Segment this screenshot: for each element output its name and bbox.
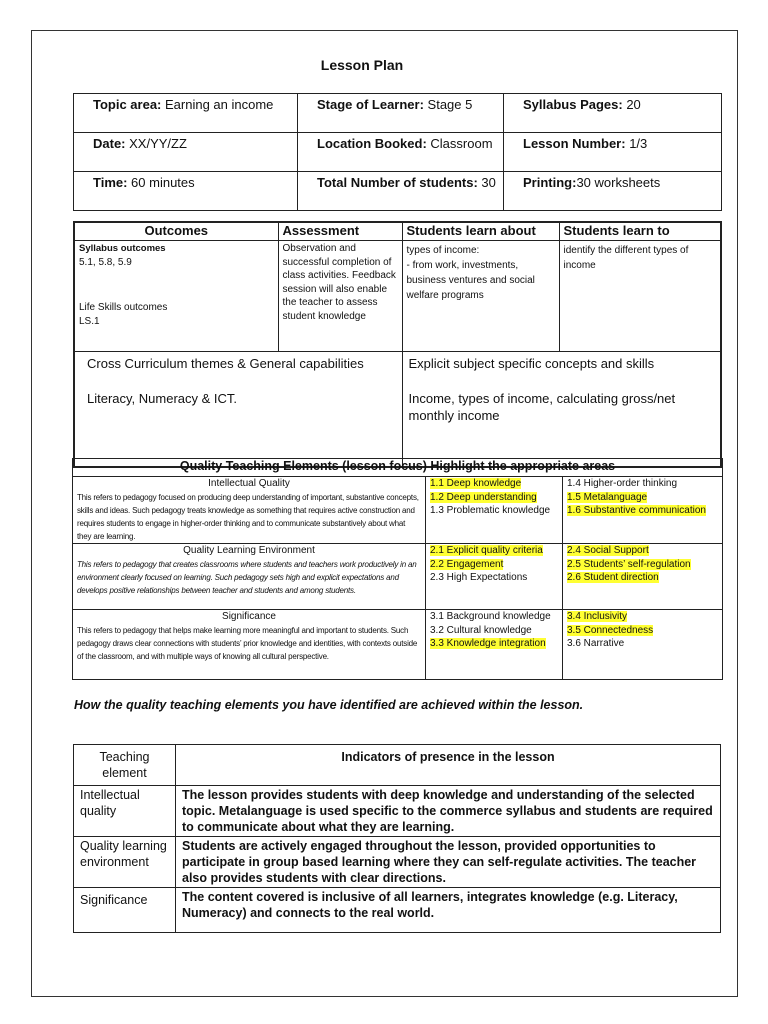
cross-curriculum-value: Literacy, Numeracy & ICT. [87,391,238,406]
quality-teaching-table [72,458,723,680]
qte-element [430,571,558,585]
qte-element [567,571,718,585]
indicator-row [74,786,721,837]
indicator-cell: Students are actively engaged throughout the lesson, provided opportunities to participate in group based learning where they can self-regulate activities. The teacher also provides students with clear directions. [176,837,721,888]
qte-element [430,491,558,505]
life-skills-label: Life Skills outcomes [79,302,168,313]
qte-element-label: 2.1 Explicit quality criteria [430,545,543,557]
syllabus-outcomes-label: Syllabus outcomes [79,243,166,254]
qte-element [430,558,558,572]
assessment-cell: Observation and successful completion of class activities. Feedback session will also enable the teacher to assess student knowledge [278,241,402,352]
info-row [74,94,722,133]
info-cell [74,172,298,211]
info-row [74,172,722,211]
qte-element-label: 3.6 Narrative [567,638,625,650]
qte-element [430,477,558,491]
qte-element [567,544,718,558]
qte-dimension-description: This refers to pedagogy that creates classrooms where students and teachers work productively in an environment clearly focused on learning. Such pedagogy sets high and explicit expectations and develops positive relationships between teacher and students and among students. [77,559,417,596]
qte-element-label: 1.3 Problematic knowledge [430,505,551,516]
page-title: Lesson Plan [320,57,404,73]
info-cell [504,133,722,172]
header-learn-to: Students learn to [559,222,721,241]
qte-element-label: 3.1 Background knowledge [430,611,551,623]
explicit-concepts-value: Income, types of income, calculating gross/net monthly income [408,391,676,423]
qte-element [567,637,718,651]
indicators-table [73,744,721,933]
info-value: 60 minutes [127,175,195,190]
qte-element-label: 3.4 Inclusivity [567,611,628,623]
teaching-element-cell: Intellectual quality [74,786,176,837]
life-skills-values: LS.1 [79,315,100,327]
explicit-concepts-title: Explicit subject specific concepts and skills [408,356,655,371]
info-value: 30 [477,175,496,190]
info-label: Total Number of students: [317,175,478,190]
outcomes-header-row [74,222,721,241]
qte-elements-cell [426,610,563,680]
teaching-element-cell: Significance [74,888,176,933]
qte-description-cell [73,610,426,680]
info-label: Syllabus Pages: [523,97,623,112]
cross-curriculum-title: Cross Curriculum themes & General capabilities [87,356,364,371]
question-heading: How the quality teaching elements you have identified are achieved within the lesson. [74,698,584,712]
qte-element [430,624,558,638]
qte-element-label: 3.3 Knowledge integration [430,638,546,650]
info-cell [74,133,298,172]
qte-dimension-title: Quality Learning Environment [183,545,315,557]
qte-element-label: 1.5 Metalanguage [567,491,648,503]
qte-dimension-description: This refers to pedagogy that helps make learning more meaningful and important to students. Such pedagogy draws clear connections with students’ prior knowledge and identities, with contexts outside of the classroom, and with multiple ways of knowing all cultural perspective. [77,625,418,662]
qte-element-label: 2.3 High Expectations [430,572,528,584]
qte-element [567,504,718,518]
qte-element [430,544,558,558]
header-outcomes: Outcomes [74,222,278,241]
qte-element-label: 3.5 Connectedness [567,624,654,636]
outcomes-cell [74,241,278,352]
info-value: Stage 5 [423,97,473,112]
info-cell [504,172,722,211]
syllabus-outcomes-values: 5.1, 5.8, 5.9 [79,256,132,268]
info-label: Location Booked: [317,136,427,151]
qte-dimension-title: Significance [222,611,276,623]
header-indicators: Indicators of presence in the lesson [176,745,721,786]
qte-dimension-description: This refers to pedagogy focused on producing deep understanding of important, substantive concepts, skills and ideas. Such pedagogy treats knowledge as something that requires active construction and requires students to engage in higher-order thinking and to communicate substantively about what they are learning. [77,492,419,542]
info-value: Earning an income [161,97,274,112]
qte-elements-cell [426,544,563,610]
info-label: Lesson Number: [523,136,626,151]
qte-element [567,558,718,572]
indicator-cell: The content covered is inclusive of all learners, integrates knowledge (e.g. Literacy, Numeracy) and connects to the real world. [176,888,721,933]
qte-element-label: 1.4 Higher-order thinking [567,478,678,489]
info-cell [504,94,722,133]
info-value: 30 worksheets [576,175,661,190]
lesson-info-table [73,93,722,211]
qte-element [567,610,718,624]
learn-about-line: types of income: [406,245,480,256]
indicator-cell: The lesson provides students with deep knowledge and understanding of the selected topic. Metalanguage is used specific to the commerce syllabus and students are required to communicate about what they are learning. [176,786,721,837]
info-label: Stage of Learner: [317,97,424,112]
qte-element-label: 2.2 Engagement [430,558,504,570]
info-label: Printing: [523,175,577,190]
qte-element-label: 3.2 Cultural knowledge [430,624,532,636]
info-cell [298,172,504,211]
info-label: Time: [93,175,128,190]
info-row [74,133,722,172]
qte-element-label: 1.6 Substantive communication [567,505,706,516]
qte-header: Quality Teaching Elements (lesson focus) Highlight the appropriate areas [73,459,723,477]
qte-element [430,504,558,518]
cross-curriculum-cell [74,352,402,468]
qte-element-label: 1.1 Deep knowledge [430,478,522,489]
qte-element-label: 2.5 Students’ self-regulation [567,558,691,570]
explicit-concepts-cell [402,352,721,468]
qte-element-label: 2.4 Social Support [567,545,649,557]
qte-element [567,624,718,638]
learn-to-cell: identify the different types of income [559,241,721,352]
qte-row [73,544,723,610]
qte-elements-cell [426,477,563,544]
info-cell [74,94,298,133]
qte-row [73,610,723,680]
qte-description-cell [73,477,426,544]
header-learn-about: Students learn about [402,222,559,241]
info-value: Classroom [426,136,493,151]
info-cell [298,133,504,172]
info-label: Topic area: [93,97,162,112]
qte-element [567,491,718,505]
qte-element [430,637,558,651]
info-cell [298,94,504,133]
qte-row [73,477,723,544]
info-value: XX/YY/ZZ [125,136,187,151]
qte-elements-cell [563,544,723,610]
indicator-row [74,837,721,888]
qte-element-label: 2.6 Student direction [567,572,659,584]
info-value: 20 [622,97,641,112]
header-teaching-element: Teaching element [74,745,176,786]
info-value: 1/3 [625,136,648,151]
qte-elements-cell [563,610,723,680]
learn-about-list: - from work, investments, business ventures and social welfare programs [406,260,535,301]
learn-about-cell [402,241,559,352]
info-label: Date: [93,136,126,151]
qte-elements-cell [563,477,723,544]
qte-element [430,610,558,624]
header-assessment: Assessment [278,222,402,241]
qte-element [567,477,718,491]
qte-description-cell [73,544,426,610]
qte-element-label: 1.2 Deep understanding [430,491,537,503]
qte-dimension-title: Intellectual Quality [208,478,290,489]
outcomes-table [73,221,722,468]
indicator-row [74,888,721,933]
teaching-element-cell: Quality learning environment [74,837,176,888]
